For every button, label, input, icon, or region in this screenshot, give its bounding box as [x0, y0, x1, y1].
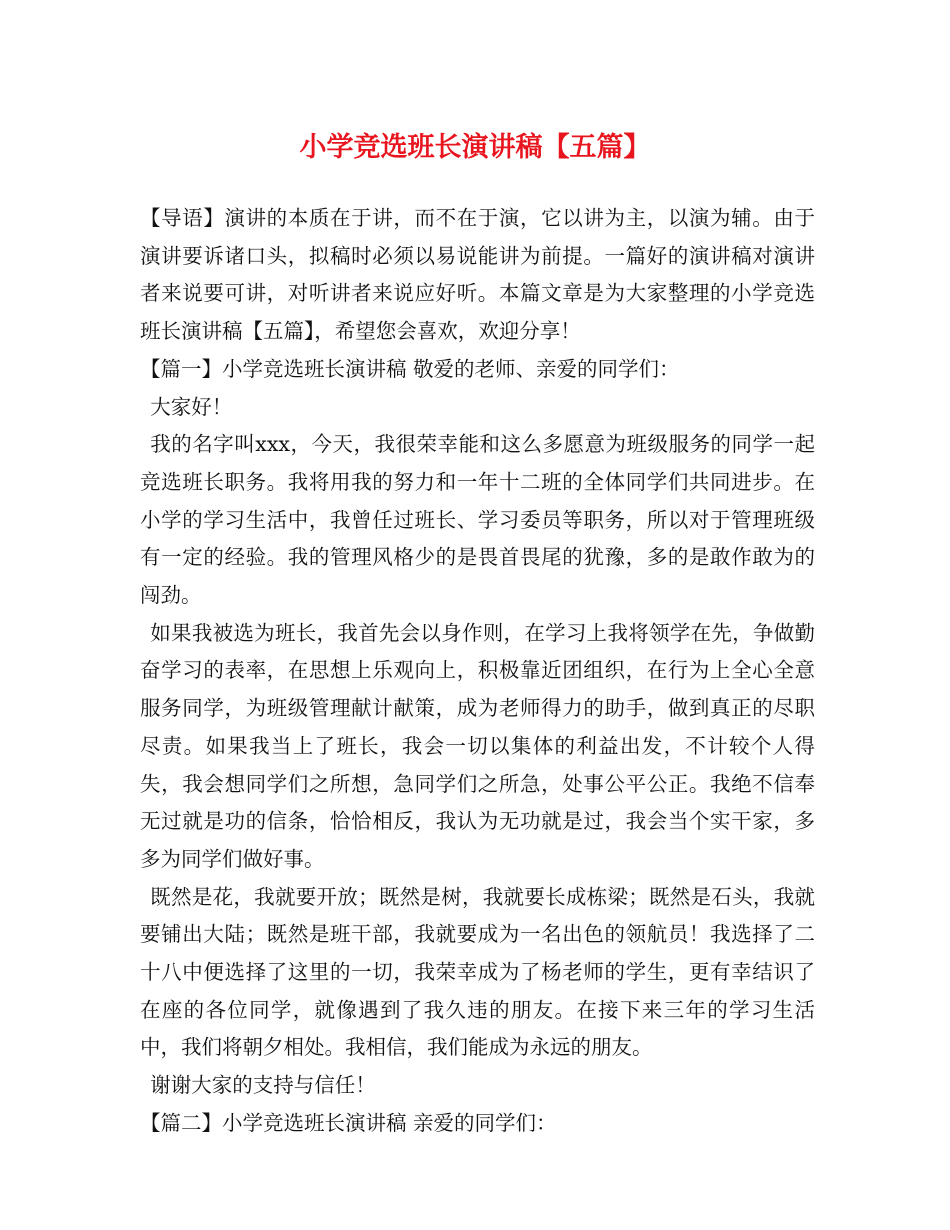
greeting-paragraph: 大家好！ [150, 394, 233, 419]
body-paragraph: 我的名字叫xxx，今天，我很荣幸能和这么多愿意为班级服务的同学一起竞选班长职务。我将用我的努力和一年十二班的全体同学们共同进步。在小学的学习生活中，我曾任过班长、学习委员等职务，所以对于管理班级有一定的经验。我的管理风格少的是畏首畏尾的犹豫，多的是敢作敢为的闯劲。 [140, 432, 815, 608]
document-title: 小学竞选班长演讲稿【五篇】 [299, 132, 651, 163]
document-body [140, 200, 815, 1143]
body-paragraph: 既然是花，我就要开放；既然是树，我就要长成栋梁；既然是石头，我就要铺出大陆；既然是班干部，我就要成为一名出色的领航员！我选择了二十八中便选择了这里的一切，我荣幸成为了杨老师的学生，更有幸结识了在座的各位同学，就像遇到了我久违的朋友。在接下来三年的学习生活中，我们将朝夕相处。我相信，我们能成为永远的朋友。 [140, 884, 815, 1060]
section-heading-1: 【篇一】小学竞选班长演讲稿 敬爱的老师、亲爱的同学们： [140, 356, 680, 381]
section-heading-2: 【篇二】小学竞选班长演讲稿 亲爱的同学们： [140, 1110, 557, 1135]
closing-paragraph: 谢谢大家的支持与信任！ [150, 1073, 376, 1098]
intro-paragraph: 【导语】演讲的本质在于讲，而不在于演，它以讲为主，以演为辅。由于演讲要诉诸口头，拟稿时必须以易说能讲为前提。一篇好的演讲稿对演讲者来说要可讲，对听讲者来说应好听。本篇文章是为大家整理的小学竞选班长演讲稿【五篇】，希望您会喜欢，欢迎分享！ [140, 206, 815, 344]
body-paragraph: 如果我被选为班长，我首先会以身作则，在学习上我将领学在先，争做勤奋学习的表率，在思想上乐观向上，积极靠近团组织，在行为上全心全意服务同学，为班级管理献计献策，成为老师得力的助手，做到真正的尽职尽责。如果我当上了班长，我会一切以集体的利益出发，不计较个人得失，我会想同学们之所想，急同学们之所急，处事公平公正。我绝不信奉无过就是功的信条，恰恰相反，我认为无功就是过，我会当个实干家，多多为同学们做好事。 [140, 620, 815, 871]
